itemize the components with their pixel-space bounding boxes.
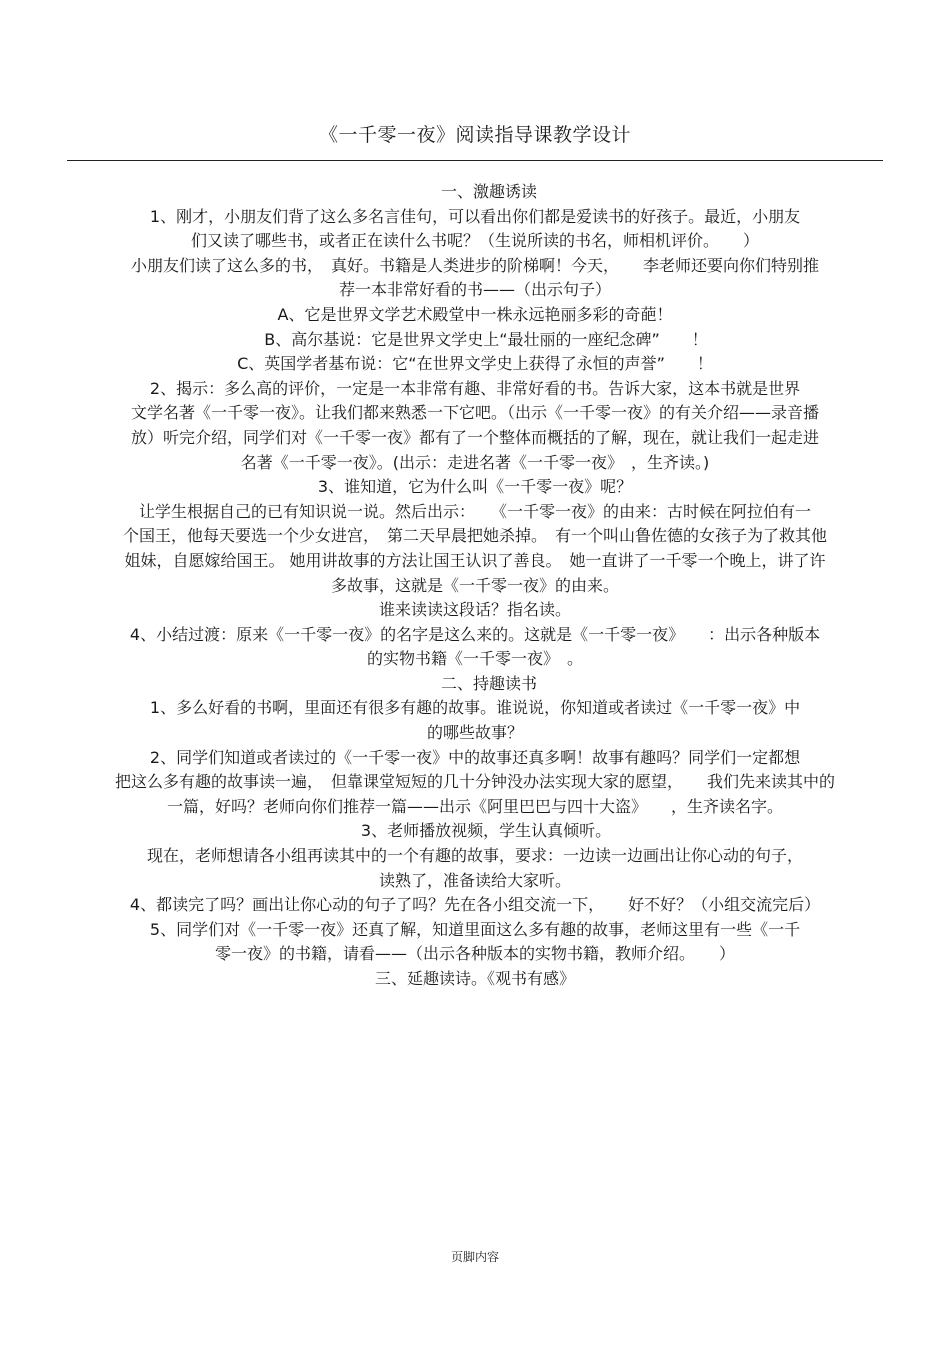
body-line: 4、都读完了吗？画出让你心动的句子了吗？先在各小组交流一下， 好不好？（小组交流完后） [129,895,821,915]
body-line: 谁来读读这段话？指名读。 [378,600,571,620]
body-line: 一、激趣诱读 [440,182,537,201]
body-line: 们又读了哪些书，或者正在读什么书呢？（生说所读的书名，师相机评价。 ） [190,231,759,251]
body-line: 二、持趣读书 [440,673,537,693]
body-line: 一篇，好吗？老师向你们推荐一篇——出示《阿里巴巴与四十大盗》 ，生齐读名字。 [166,796,783,816]
body-line: 2、同学们知道或者读过的《一千零一夜》中的故事还真多啊！故事有趣吗？同学们一定都想 [149,747,801,767]
body-line: 5、同学们对《一千零一夜》还真了解，知道里面这么多有趣的故事，老师这里有一些《一千 [149,919,801,939]
document-title: 《一千零一夜》阅读指导课教学设计 [318,124,631,146]
body-line: 1、刚才，小朋友们背了这么多名言佳句，可以看出你们都是爱读书的好孩子。最近，小朋友 [149,206,801,226]
body-line: 小朋友们读了这么多的书， 真好。书籍是人类进步的阶梯啊！今天， 李老师还要向你们特别推 [130,255,819,275]
body-line: 名著《一千零一夜》。(出示：走进名著《一千零一夜》 ，生齐读。) [240,452,710,472]
body-line: B、高尔基说：它是世界文学史上“最壮丽的一座纪念碑” ！ [264,329,708,349]
page-footer: 页脚内容 [450,1250,499,1264]
body-line: 姐妹，自愿嫁给国王。 她用讲故事的方法让国王认识了善良。 她一直讲了一千零一个晚上，讲了许 [124,550,826,570]
body-line: 文学名著《一千零一夜》。让我们都来熟悉一下它吧。（出示《一千零一夜》的有关介绍——录音播 [130,403,819,423]
body-line: 的实物书籍《一千零一夜》 。 [366,649,583,669]
body-line: 让学生根据自己的已有知识说一说。然后出示： 《一千零一夜》的由来：古时候在阿拉伯有一 [138,501,811,521]
body-line: 读熟了，准备读给大家听。 [378,870,571,890]
body-line: 4、小结过渡：原来《一千零一夜》的名字是这么来的。这就是《一千零一夜》 ：出示各种版本 [129,624,821,644]
body-line: C、英国学者基布说：它“在世界文学史上获得了永恒的声誉” ！ [237,354,713,374]
body-line: 3、谁知道，它为什么叫《一千零一夜》呢？ [317,477,633,497]
body-line: 把这么多有趣的故事读一遍， 但靠课堂短短的几十分钟没办法实现大家的愿望， 我们先来读其中的 [114,772,835,792]
body-line: 的哪些故事？ [426,723,523,743]
body-line: 3、老师播放视频，学生认真倾听。 [360,821,612,841]
body-line: A、它是世界文学艺术殿堂中一株永远艳丽多彩的奇葩！ [277,304,673,324]
body-line: 零一夜》的书籍，请看——（出示各种版本的实物书籍，教师介绍。 ） [214,944,735,964]
body-line: 放）听完介绍，同学们对《一千零一夜》都有了一个整体而概括的了解，现在，就让我们一起走进 [130,427,819,447]
body-line: 三、延趣读诗。《观书有感》 [374,969,575,988]
title-divider [67,160,883,161]
document-body [60,180,890,992]
body-line: 荐一本非常好看的书——（出示句子） [338,280,611,300]
body-line: 多故事，这就是《一千零一夜》的由来。 [330,575,619,595]
body-line: 个国王，他每天要选一个少女进宫， 第二天早晨把她杀掉。 有一个叫山鲁佐德的女孩子为了救其他 [122,526,827,546]
body-line: 2、揭示：多么高的评价，一定是一本非常有趣、非常好看的书。告诉大家，这本书就是世界 [149,378,801,398]
body-line: 1、多么好看的书啊，里面还有很多有趣的故事。谁说说，你知道或者读过《一千零一夜》中 [149,698,801,718]
body-line: 现在，老师想请各小组再读其中的一个有趣的故事，要求：一边读一边画出让你心动的句子， [146,846,803,866]
